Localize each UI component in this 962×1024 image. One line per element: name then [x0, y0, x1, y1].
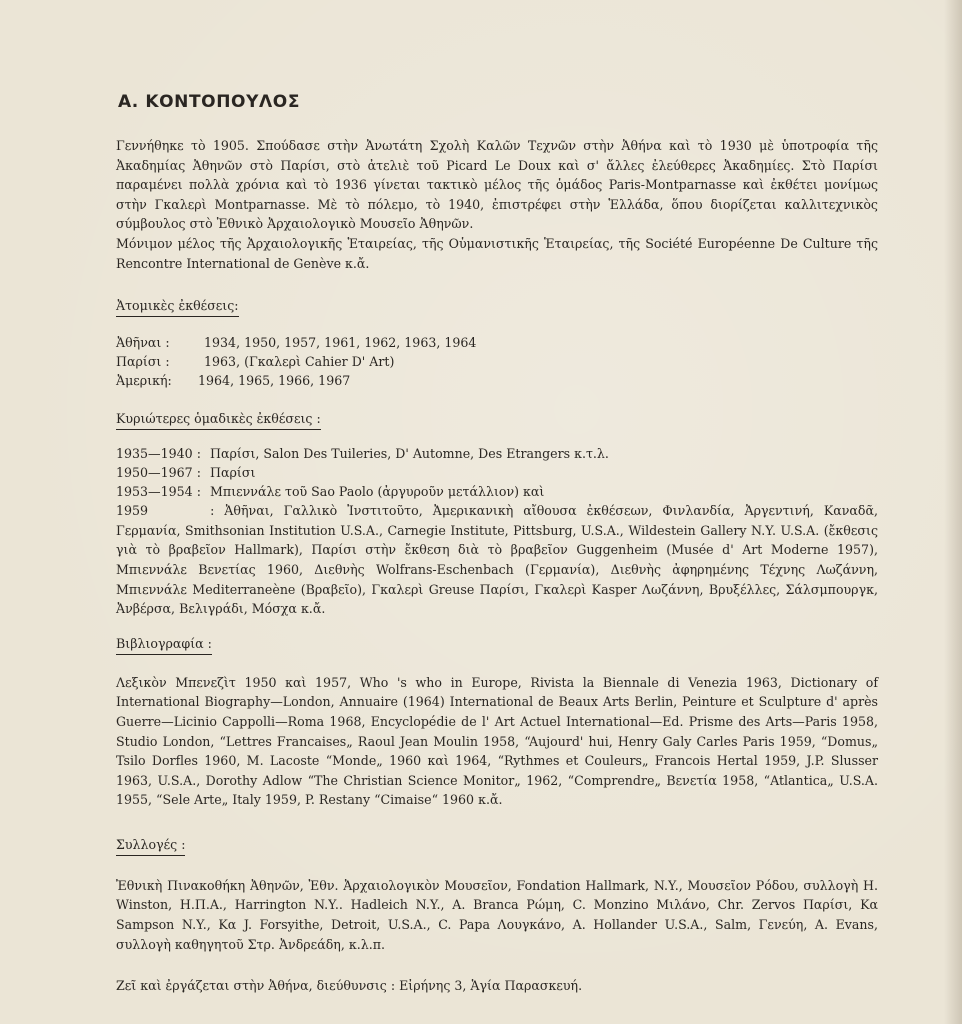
group-1959-year: 1959 — [116, 503, 149, 519]
solo-location: Ἀμερική: — [116, 373, 172, 389]
solo-years: 1964, 1965, 1966, 1967 — [198, 373, 351, 389]
group-exhibitions-list — [116, 444, 878, 501]
list-item — [116, 333, 878, 352]
collections-heading: Συλλογές : — [116, 836, 185, 856]
solo-exhibitions-list — [116, 333, 878, 390]
group-venues: Παρίσι — [210, 465, 256, 481]
address-line: Ζεῖ καὶ ἐργάζεται στὴν Ἀθήνα, διεύθυνσις : Εἰρήνης 3, Ἁγία Παρασκευή. — [116, 978, 583, 994]
artist-title: Α. ΚΟΝΤΟΠΟΥΛΟΣ — [118, 92, 301, 112]
collections-text: Ἐθνικὴ Πινακοθήκη Ἀθηνῶν, Ἐθν. Ἀρχαιολογικὸν Μουσεῖον, Fondation Hallmark, N.Y., Μουσεῖον Ρόδου, συλλογὴ H. Winston, Η.Π.Α., Harrington N.Y.. Hadleich N.Y., A. Branca Ρώμη, C. Monzino Μιλάνο, Chr. Zervos Παρίσι, Κα Sampson N.Y., Κα J. Forsyithe, Detroit, U.S.A., C. Papa Λουγκάνο, A. Hollander U.S.A., Salm, Γενεύη, A. Evans, συλλογὴ καθηγητοῦ Στρ. Ἀνδρεάδη, κ.λ.π. — [116, 877, 878, 952]
collections-section — [116, 834, 878, 954]
bio-paragraph: Γεννήθηκε τὸ 1905. Σπούδασε στὴν Ἀνωτάτη Σχολὴ Καλῶν Τεχνῶν στὴν Ἀθήνα καὶ τὸ 1930 μὲ ὑποτροφία τῆς Ἀκαδημίας Ἀθηνῶν στὸ Παρίσι, στὸ ἀτελιὲ τοῦ Picard Le Doux καὶ σ' ἄλλες ἐλεύθερες Ἀκαδημίες. Στὸ Παρίσι παραμένει πολλὰ χρόνια καὶ τὸ 1936 γίνεται τακτικὸ μέλος τῆς ὁμάδος Paris-Montparnasse καὶ ἐκθέτει μονίμως στὴν Γκαλερὶ Montparnasse. Μὲ τὸ πόλεμο, τὸ 1940, ἐπιστρέφει στὴν Ἑλλάδα, ὅπου διορίζεται καλλιτεχνικὸς σύμβουλος στὸ Ἐθνικὸ Ἀρχαιολογικὸ Μουσεῖο Ἀθηνῶν. — [116, 138, 878, 232]
group-years: 1950—1967 : — [116, 465, 201, 481]
group-years: 1953—1954 : — [116, 484, 201, 500]
list-item — [116, 444, 878, 463]
group-1959-paragraph — [116, 501, 878, 619]
solo-years: 1934, 1950, 1957, 1961, 1962, 1963, 1964 — [204, 335, 477, 351]
list-item — [116, 482, 878, 501]
page-content — [116, 92, 878, 996]
bio-section — [116, 136, 878, 273]
solo-exhibitions-heading: Ἀτομικὲς ἐκθέσεις: — [116, 297, 239, 317]
membership-paragraph: Μόνιμον μέλος τῆς Ἀρχαιολογικῆς Ἑταιρείας, τῆς Οὑμανιστικῆς Ἑταιρείας, τῆς Société Européenne De Culture τῆς Rencontre International de Genève κ.ἄ. — [116, 235, 878, 271]
bibliography-heading: Βιβλιογραφία : — [116, 635, 212, 655]
list-item — [116, 371, 878, 390]
solo-exhibitions-section — [116, 295, 878, 390]
group-venues: Μπιεννάλε τοῦ Sao Paolo (ἀργυροῦν μετάλλιον) καὶ — [210, 484, 545, 500]
solo-location: Παρίσι : — [116, 354, 170, 370]
group-years: 1935—1940 : — [116, 446, 201, 462]
group-exhibitions-heading: Κυριώτερες ὁμαδικὲς ἐκθέσεις : — [116, 410, 321, 430]
page-edge-shadow — [944, 0, 962, 1024]
bibliography-text: Λεξικὸν Μπενεζὶτ 1950 καὶ 1957, Who 's who in Europe, Rivista la Biennale di Venezia 1963, Dictionary of International Biography—London, Annuaire (1964) International de Beaux Arts Berlin, Peinture et Sculpture d' après Guerre—Licinio Cappolli—Roma 1968, Encyclopédie de l' Art Actuel International—Ed. Prisme des Arts—Paris 1958, Studio London, “Lettres Francaises„ Raoul Jean Moulin 1958, “Aujourd' hui, Henry Galy Carles Paris 1959, “Domus„ Tsilo Dorfles 1960, M. Lacoste “Monde„ 1960 καὶ 1964, “Rythmes et Couleurs„ Francois Hertal 1959, J.P. Slusser 1963, U.S.A., Dorothy Adlow “The Christian Science Monitor„ 1962, “Comprendre„ Βενετία 1958, “Atlantica„ U.S.A. 1955, “Sele Arte„ Italy 1959, P. Restany “Cimaise“ 1960 κ.ἄ. — [116, 674, 878, 808]
list-item — [116, 463, 878, 482]
solo-location: Ἀθῆναι : — [116, 335, 170, 351]
bibliography-section — [116, 633, 878, 810]
group-venues: Παρίσι, Salon Des Tuileries, D' Automne, Des Etrangers κ.τ.λ. — [210, 446, 609, 462]
group-1959-venues: : Ἀθῆναι, Γαλλικὸ Ἰνστιτοῦτο, Ἀμερικανικὴ αἴθουσα ἐκθέσεων, Φινλανδία, Ἀργεντινή, Καναδᾶ, Γερμανία, Smithsonian Institution U.S.A., Carnegie Institute, Pittsburg, U.S.A., Wildestein Gallery N.Y. U.S.A. (ἔκθεσις γιὰ τὸ βραβεῖον Hallmark), Παρίσι στὴν ἔκθεση διὰ τὸ βραβεῖον Guggenheim (Musée d' Art Moderne 1957), Μπιεννάλε Βενετίας 1960, Διεθνὴς Wolfrans-Eschenbach (Γερμανία), Διεθνὴς ἀφηρημένης Τέχνης Λωζάννη, Μπιεννάλε Mediterraneène (Βραβεῖο), Γκαλερὶ Greuse Παρίσι, Γκαλερὶ Kasper Λωζάννη, Βρυξέλλες, Σάλσμπουργκ, Ἀνβέρσα, Βελιγράδι, Μόσχα κ.ἄ. — [116, 503, 878, 617]
group-exhibitions-section — [116, 408, 878, 619]
list-item — [116, 352, 878, 371]
solo-years: 1963, (Γκαλερὶ Cahier D' Art) — [204, 354, 395, 370]
